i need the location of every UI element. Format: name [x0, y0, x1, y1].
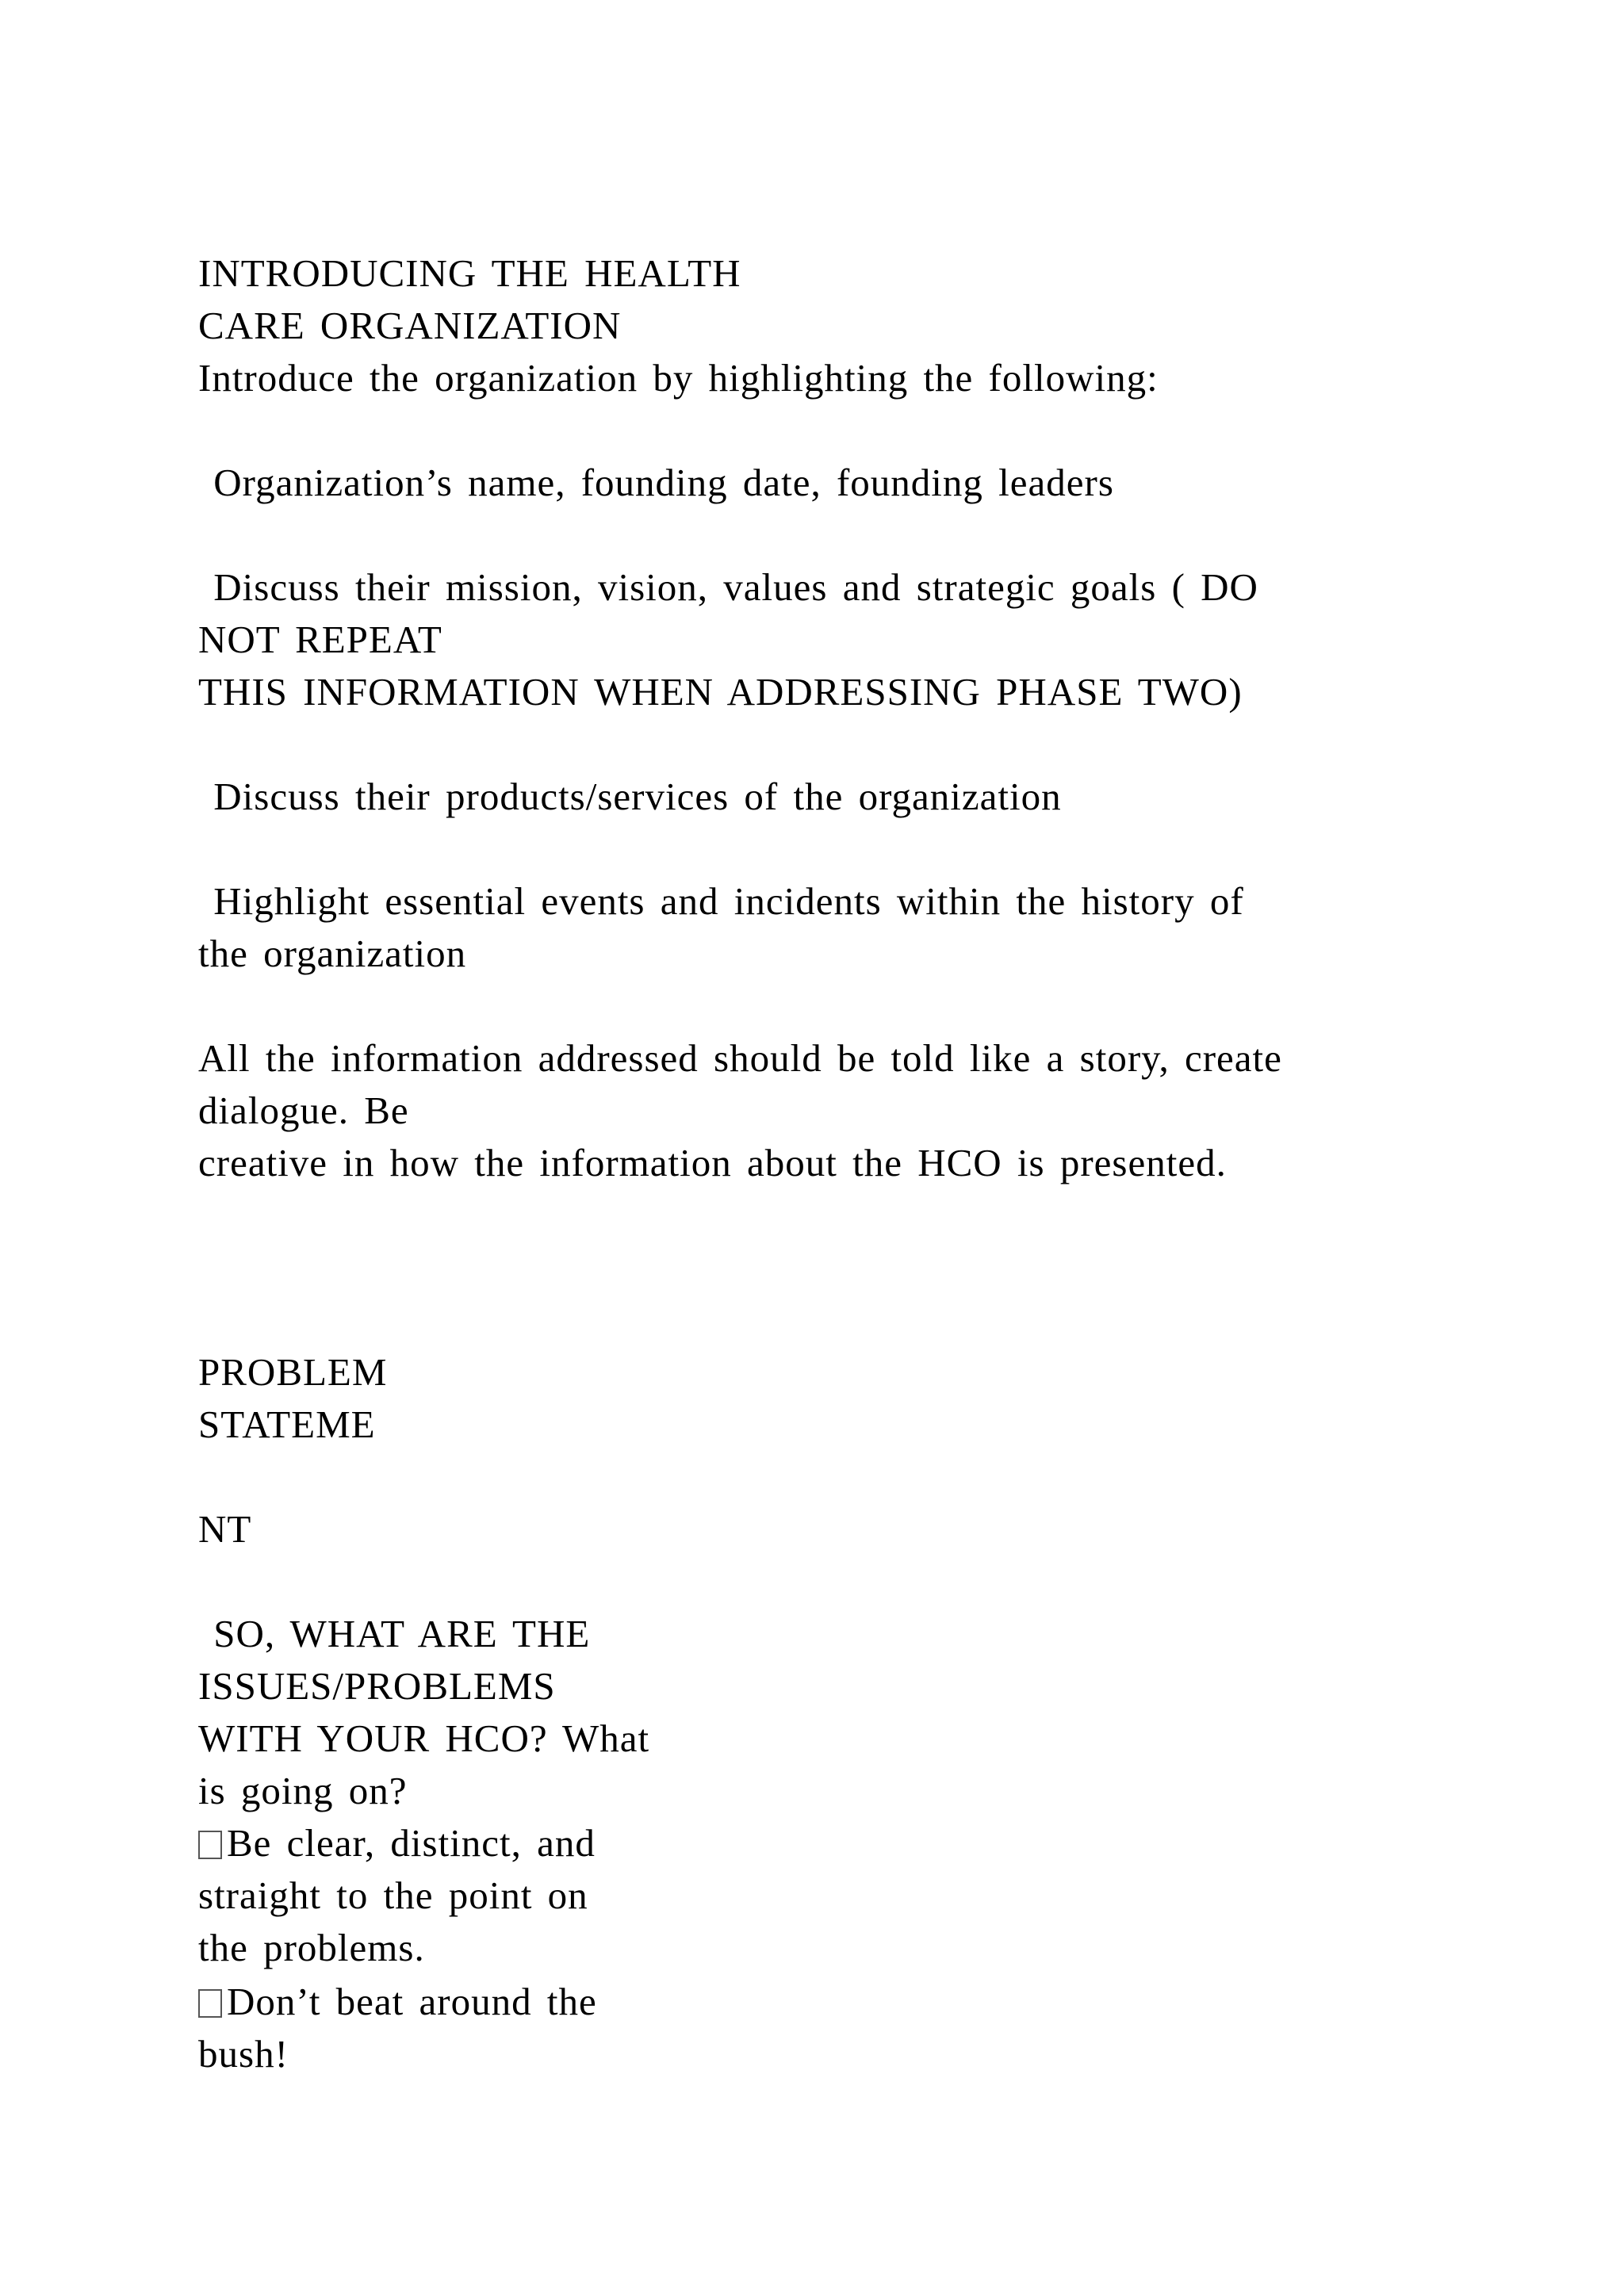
problem-question-line-1: SO, WHAT ARE THE: [198, 1612, 591, 1655]
intro-bullet-mission-line-2: NOT REPEAT: [198, 618, 442, 661]
problem-heading-line-3: NT: [198, 1507, 252, 1551]
intro-closing-line-2: dialogue. Be: [198, 1089, 409, 1132]
problem-tip-2-line-2: bush!: [198, 2032, 289, 2076]
intro-closing-line-1: All the information addressed should be told like a story, create: [198, 1036, 1282, 1080]
problem-heading-line-1: PROBLEM: [198, 1350, 388, 1394]
problem-tip-1-line-2: straight to the point on: [198, 1873, 588, 1917]
intro-closing-line-3: creative in how the information about the HCO is presented.: [198, 1141, 1227, 1184]
intro-bullet-mission-line-3: THIS INFORMATION WHEN ADDRESSING PHASE TWO): [198, 670, 1243, 714]
problem-question-line-2: ISSUES/PROBLEMS: [198, 1664, 556, 1708]
missing-glyph-icon: [198, 1831, 222, 1859]
intro-bullet-mission-line-1: Discuss their mission, vision, values and strategic goals ( DO: [198, 565, 1258, 609]
intro-lead-text: Introduce the organization by highlighting the following:: [198, 356, 1159, 400]
intro-bullet-name: Organization’s name, founding date, founding leaders: [198, 461, 1114, 504]
intro-bullet-history-line-1: Highlight essential events and incidents within the history of: [198, 879, 1244, 923]
problem-tip-1-line-1: [198, 1817, 596, 1869]
problem-tip-1-line-3: the problems.: [198, 1926, 425, 1969]
intro-bullet-products: Discuss their products/services of the organization: [198, 775, 1062, 818]
problem-tip-2-text: Don’t beat around the: [227, 1980, 597, 2023]
problem-question-line-4: is going on?: [198, 1769, 408, 1812]
intro-heading-line-1: INTRODUCING THE HEALTH: [198, 251, 741, 295]
problem-question-line-3: WITH YOUR HCO? What: [198, 1716, 650, 1760]
problem-tip-1-text: Be clear, distinct, and: [227, 1821, 596, 1865]
problem-tip-2-line-1: [198, 1976, 597, 2028]
problem-heading-line-2: STATEME: [198, 1402, 376, 1446]
intro-heading-line-2: CARE ORGANIZATION: [198, 304, 622, 347]
intro-bullet-history-line-2: the organization: [198, 932, 467, 975]
missing-glyph-icon: [198, 1989, 222, 2018]
